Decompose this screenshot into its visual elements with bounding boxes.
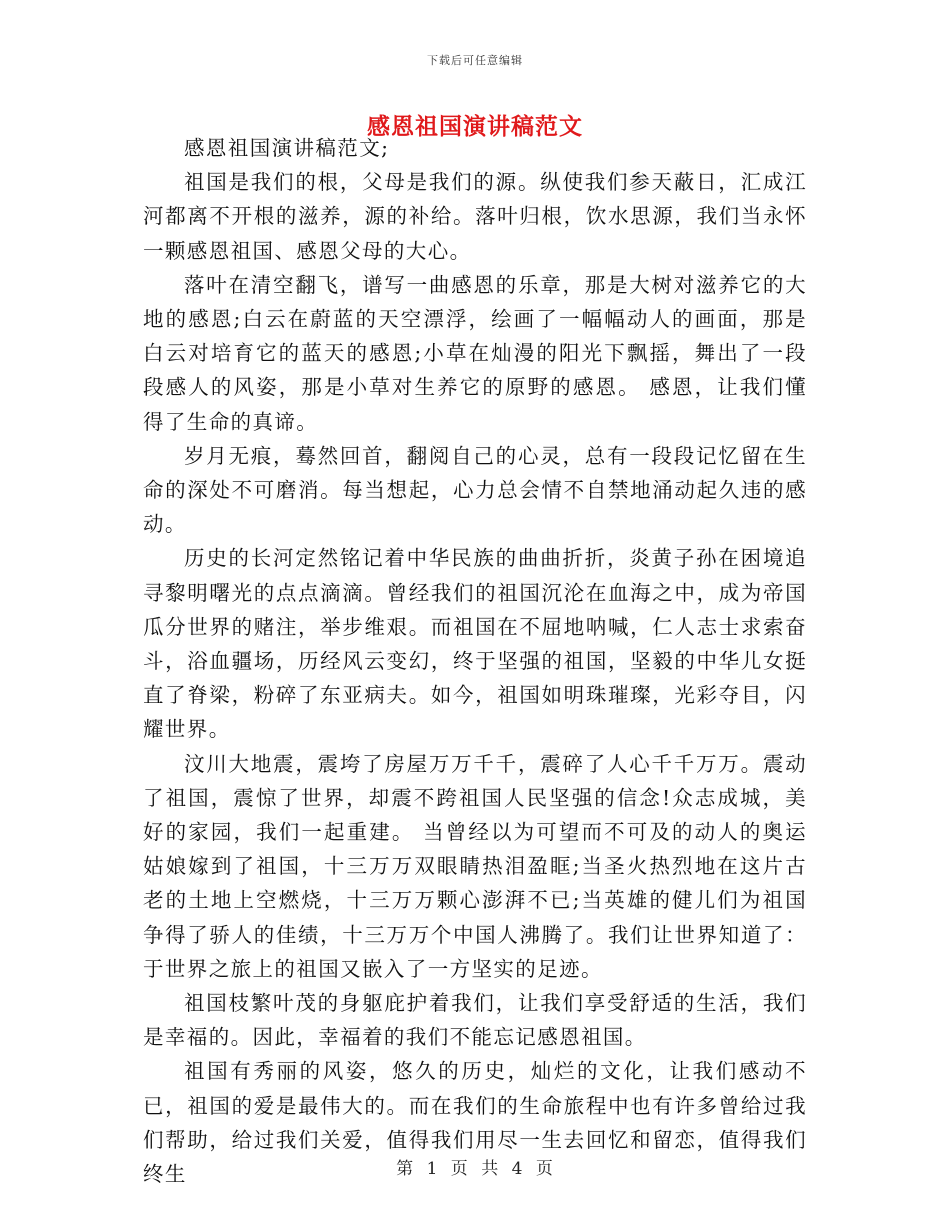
footer-page-word: 页 [450,1159,469,1179]
paragraph: 落叶在清空翻飞，谱写一曲感恩的乐章，那是大树对滋养它的大地的感恩;白云在蔚蓝的天空漂浮，绘画了一幅幅动人的画面，那是白云对培育它的蓝天的感恩;小草在灿漫的阳光下飘摇，舞出了一段段感人的风姿，那是小草对生养它的原野的感恩。 感恩，让我们懂得了生命的真谛。 [143,272,807,434]
footer-suffix: 页 [535,1159,554,1179]
header-note: 下载后可任意编辑 [427,54,523,67]
paragraph: 历史的长河定然铭记着中华民族的曲曲折折，炎黄子孙在困境追寻黎明曙光的点点滴滴。曾经我们的祖国沉沦在血海之中，成为帝国瓜分世界的赌注，举步维艰。而祖国在不屈地呐喊，仁人志士求索奋斗，浴血疆场，历经风云变幻，终于坚强的祖国，坚毅的中华儿女挺直了脊梁，粉碎了东亚病夫。如今，祖国如明珠璀璨，光彩夺目，闪耀世界。 [143,546,807,742]
paragraph: 感恩祖国演讲稿范文; [184,136,390,160]
footer-total-pages: 4 [511,1159,524,1179]
document-body [143,131,807,1191]
paragraph: 祖国有秀丽的风姿，悠久的历史，灿烂的文化，让我们感动不已，祖国的爱是最伟大的。而在我们的生命旅程中也有许多曾给过我们帮助，给过我们关爱，值得我们用尽一生去回忆和留恋，值得我们终生 [143,1059,807,1187]
page-footer [0,1154,950,1179]
footer-current-page: 1 [426,1159,439,1179]
paragraph: 祖国枝繁叶茂的身躯庇护着我们，让我们享受舒适的生活，我们是幸福的。因此，幸福着的我们不能忘记感恩祖国。 [143,991,807,1050]
paragraph: 祖国是我们的根，父母是我们的源。纵使我们参天蔽日，汇成江河都离不开根的滋养，源的补给。落叶归根，饮水思源，我们当永怀一颗感恩祖国、感恩父母的大心。 [143,170,807,263]
footer-prefix: 第 [396,1159,415,1179]
paragraph: 汶川大地震，震垮了房屋万万千千，震碎了人心千千万万。震动了祖国，震惊了世界，却震不跨祖国人民坚强的信念!众志成城，美好的家园，我们一起重建。 当曾经以为可望而不可及的动人的奥运姑娘嫁到了祖国，十三万万双眼睛热泪盈眶;当圣火热烈地在这片古老的土地上空燃烧，十三万万颗心澎湃不已;当英雄的健儿们为祖国争得了骄人的佳绩，十三万万个中国人沸腾了。我们让世界知道了：于世界之旅上的祖国又嵌入了一方坚实的足迹。 [143,751,807,981]
paragraph: 岁月无痕，蓦然回首，翻阅自己的心灵，总有一段段记忆留在生命的深处不可磨消。每当想起，心力总会情不自禁地涌动起久违的感动。 [143,443,807,537]
footer-total-prefix: 共 [481,1159,500,1179]
document-title: 感恩祖国演讲稿范文 [367,113,583,140]
